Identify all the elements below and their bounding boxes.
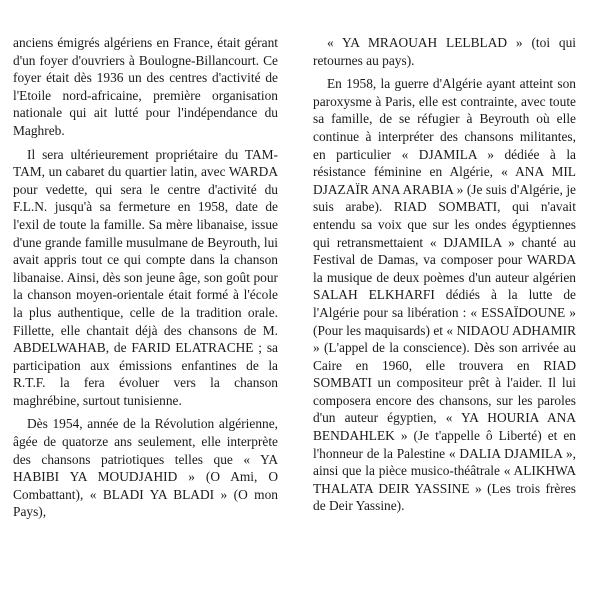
right-column [313,34,576,521]
paragraph: « YA MRAOUAH LELBLAD » (toi qui retournes au pays). [313,35,576,68]
paragraph: Dès 1954, année de la Révolution algérienne, âgée de quatorze ans seulement, elle interprète des chansons patriotiques telles que « YA HABIBI YA MOUDJAHID » (O Ami, O Combattant), « BLADI YA BLADI » (O mon Pays), [13,416,278,520]
left-column [13,34,278,527]
paragraph: anciens émigrés algériens en France, était gérant d'un foyer d'ouvriers à Boulogne-Billancourt. Ce foyer était dès 1936 un des centres d'activité de l'Etoile nord-africaine, première organisation nationale qui ait lutté pour l'indépendance du Maghreb. [13,35,278,138]
paragraph: Il sera ultérieurement propriétaire du TAM-TAM, un cabaret du quartier latin, avec WARDA pour vedette, qui sera le centre d'activité du F.L.N. jusqu'à sa fermeture en 1958, date de l'exil de toute la famille. Sa mère libanaise, issue d'une grande famille musulmane de Beyrouth, lui avait appris tout ce qui compte dans la chanson libanaise. Ainsi, dès son jeune âge, son goût pour la chanson moyen-orientale était formé à l'école la plus authentique, celle de la tradition orale. Fillette, elle chantait déjà des chansons de M. ABDELWAHAB, de FARID ELATRACHE ; sa participation aux émissions enfantines de la R.T.F. la fera évoluer vers la chanson maghrébine, surtout tunisienne. [13,146,278,408]
paragraph: En 1958, la guerre d'Algérie ayant atteint son paroxysme à Paris, elle est contrainte, avec toute sa famille, de se réfugier à Beyrouth où elle continue à interpréter des chansons militantes, en particulier « DJAMILA » dédiée à la résistance féminine en Algérie, « ANA MIL DJAZAÏR ANA ARABIA » (Je suis d'Algérie, je suis arabe). RIAD SOMBATI, qui n'avait entendu sa voix que sur les ondes égyptiennes qui retransmettaient « DJAMILA » chanté au Festival de Damas, va composer pour WARDA la musique de deux poèmes d'un auteur algérien SALAH ELKHARFI dédiés à la lutte de l'Algérie pour sa libération : « ESSAÏDOUNE » (Pour les maquisards) et « NIDAOU ADHAMIR » (L'appel de la conscience). Dès son arrivée au Caire en 1960, elle trouvera en RIAD SOMBATI un compositeur prêt à l'aider. Il lui composera encore des chansons, sur les paroles d'un auteur égyptien, « YA HOURIA ANA BENDAHLEK » (Je t'appelle ô Liberté) et en l'honneur de la Palestine « DALIA DJAMILA », ainsi que la pièce musico-théâtrale « ALIKHWA THALATA DEIR YASSINE » (Les trois frères de Deir Yassine). [313,76,576,514]
